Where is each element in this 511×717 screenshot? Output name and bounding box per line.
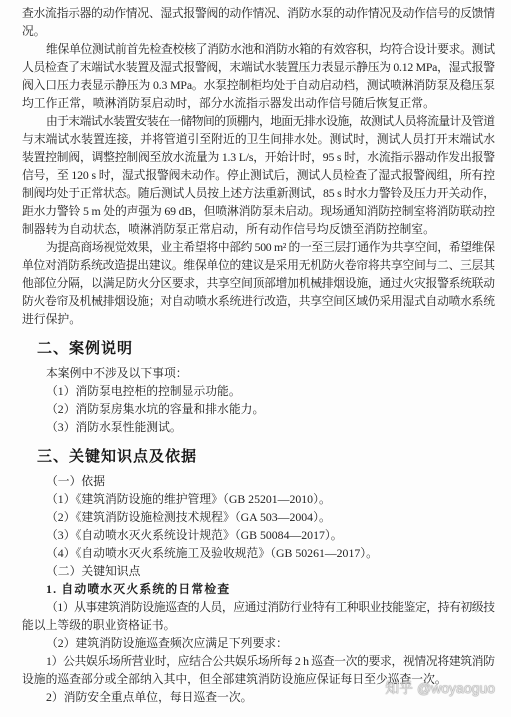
- paragraph-line: 装置控制阀，调整控制阀至放水流量为 1.3 L/s，开始计时，95 s 时，水流指示器动作发出报警: [22, 150, 495, 164]
- paragraph-line: 制阀均处于正常状态。随后测试人员按上述方法重新测试，85 s 时水力警铃及压力开关动作，: [22, 186, 495, 200]
- list-item: （1）《建筑消防设施的维护管理》（GB 25201—2010）。: [46, 492, 331, 506]
- paragraph-line: 阀入口压力表显示静压为 0.3 MPa。水泵控制柜均处于自动启动档，测试喷淋消防泵及稳压泵: [22, 78, 495, 92]
- paragraph-line: 设施的巡查部分或全部纳入其中，但全部建筑消防设施应保证每日至少巡查一次。: [22, 672, 447, 686]
- paragraph-line: 1）公共娱乐场所营业时，应结合公共娱乐场所每 2 h 巡查一次的要求，视情况将建筑消防: [46, 654, 495, 668]
- paragraph: [22, 40, 495, 112]
- paragraph-line: 能以上等级的职业资格证书。: [22, 618, 176, 632]
- paragraph: [22, 238, 495, 328]
- paragraph: [22, 598, 495, 634]
- paragraph-line: 查水流指示器的动作情况、湿式报警阀的动作情况、消防水泵的动作情况及动作信号的反馈情: [22, 6, 495, 20]
- paragraph-line: 单位对消防系统改造提出建议。维保单位的建议是采用无机防火卷帘将共享空间与二、三层其: [22, 258, 495, 272]
- paragraph-line: 与末端试水装置连接，并将管道引至附近的卫生间排水处。测试时，测试人员打开末端试水: [22, 132, 496, 146]
- paragraph-line: 维保单位测试前首先检查校核了消防水池和消防水箱的有效容积，均符合设计要求。测试: [46, 42, 495, 56]
- section-body: [22, 364, 495, 436]
- paragraph: [22, 634, 495, 652]
- list-item: （4）《自动喷水灭火系统施工及验收规范》（GB 50261—2017）。: [46, 546, 378, 560]
- paragraph-line: 距水力警铃 5 m 处的声强为 69 dB，但喷淋消防泵未启动。现场通知消防控制室将消防联动控: [22, 204, 495, 218]
- paragraph-line: 由于末端试水装置安装在一储物间的顶棚内，地面无排水设施，故测试人员将流量计及管道: [46, 114, 495, 128]
- subsection-heading-basis: （一）依据: [46, 474, 105, 488]
- list-item: （3）《自动喷水灭火系统设计规范》（GB 50084—2017）。: [46, 528, 343, 542]
- paragraph-line: 况。: [22, 24, 46, 38]
- paragraph-line: （1）从事建筑消防设施巡查的人员，应通过消防行业特有工种职业技能鉴定，持有初级技: [46, 600, 495, 614]
- paragraph-line: 防火卷帘及机械排烟设施；对自动喷水系统进行改造，共享空间区域仍采用湿式自动喷水系统: [22, 294, 495, 308]
- paragraph-line: 他部位分隔，以满足防火分区要求，共享空间顶部增加机械排烟设施，通过火灾报警系统联动: [22, 276, 495, 290]
- paragraph-line: 均工作正常，喷淋消防泵启动时，部分水流指示器发出动作信号随后恢复正常。: [22, 96, 435, 110]
- list-item: （3）消防水泵性能测试。: [46, 420, 182, 434]
- paragraph-line: 为提高商场视觉效果，业主希望将中部约 500 m² 的一至三层打通作为共享空间，希望维保: [46, 240, 495, 254]
- paragraph-line: 信号，至 120 s 时，湿式报警阀未动作。停止测试后，测试人员检查了湿式报警阀组，所有控: [22, 168, 495, 182]
- section-heading-case-notes: 二、案例说明: [37, 340, 134, 357]
- paragraph-line: 制器转为自动状态，喷淋消防泵正常启动，所有动作信号均反馈至消防控制室。: [22, 222, 435, 236]
- paragraph: [22, 112, 495, 238]
- list-item: （1）消防泵电控柜的控制显示功能。: [46, 384, 241, 398]
- topic-heading: 1. 自动喷水灭火系统的日常检查: [46, 582, 231, 596]
- section-body: [22, 472, 495, 706]
- paragraph-line: 人员检查了末端试水装置及湿式报警阀，末端试水装置压力表显示静压为 0.12 MPa，湿式报警: [22, 60, 495, 74]
- list-item: （2）《建筑消防设施检测技术规程》（GA 503—2004）。: [46, 510, 331, 524]
- paragraph-line: 进行保护。: [22, 312, 81, 326]
- subsection-heading-key-points: （二）关键知识点: [46, 564, 141, 578]
- paragraph-line: （2）建筑消防设施巡查频次应满足下列要求：: [46, 636, 288, 650]
- watermark: 知乎 @woyaoguo: [385, 680, 495, 696]
- section-heading-key-points: 三、关键知识点及依据: [37, 448, 198, 465]
- paragraph-line: 2）消防安全重点单位，每日巡查一次。: [46, 690, 253, 704]
- paragraph: [22, 4, 495, 40]
- list-item: （2）消防泵房集水坑的容量和排水能力。: [46, 402, 265, 416]
- section-intro: 本案例中不涉及以下事项：: [46, 366, 188, 380]
